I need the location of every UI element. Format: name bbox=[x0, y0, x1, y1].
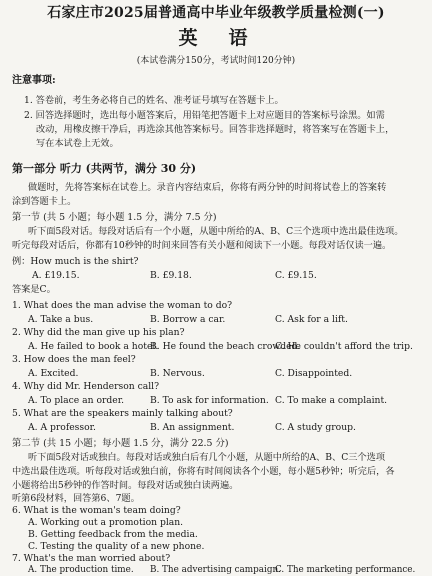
example-question: 例：How much is the shirt? bbox=[12, 256, 139, 267]
q3-option-a: A. Excited. bbox=[28, 368, 79, 379]
subject-title: 英 语 bbox=[178, 27, 254, 49]
question-7: 7. What's the man worried about? bbox=[12, 553, 171, 564]
notice-heading: 注意事项: bbox=[12, 75, 56, 86]
q7-option-a: A. The production time. bbox=[28, 565, 134, 575]
q5-option-b: B. An assignment. bbox=[150, 422, 235, 433]
q2-option-c: C. He couldn't afford the trip. bbox=[275, 341, 413, 352]
q6-option-a: A. Working out a promotion plan. bbox=[28, 517, 184, 528]
part1-intro-line-1: 做题时，先将答案标在试卷上。录音内容结束后，你将有两分钟的时间将试卷上的答案转 bbox=[28, 182, 387, 193]
question-6: 6. What is the woman's team doing? bbox=[12, 505, 181, 516]
q3-option-b: B. Nervous. bbox=[150, 368, 205, 379]
example-answer: 答案是C。 bbox=[12, 284, 56, 295]
q2-option-b: B. He found the beach crowded. bbox=[150, 341, 301, 352]
q6-option-c: C. Testing the quality of a new phone. bbox=[28, 541, 205, 552]
q7-option-c: C. The marketing performance. bbox=[275, 565, 416, 575]
example-option-b: B. £9.18. bbox=[150, 270, 192, 281]
section2-instr-line-1: 听下面5段对话或独白。每段对话或独白后有几个小题，从题中所给的A、B、C三个选项 bbox=[28, 452, 386, 463]
section1-instr-line-1: 听下面5段对话。每段对话后有一个小题，从题中所给的A、B、C三个选项中选出最佳选项。 bbox=[28, 226, 404, 237]
section2-material: 听第6段材料，回答第6、7题。 bbox=[12, 493, 140, 504]
q5-option-c: C. A study group. bbox=[275, 422, 356, 433]
example-option-a: A. £19.15. bbox=[32, 270, 80, 281]
question-1: 1. What does the man advise the woman to do? bbox=[12, 300, 233, 311]
section2-title: 第二节 (共 15 小题；每小题 1.5 分，满分 22.5 分) bbox=[12, 438, 229, 449]
q5-option-a: A. A professor. bbox=[28, 422, 96, 433]
section1-instr-line-2: 听完每段对话后，你都有10秒钟的时间来回答有关小题和阅读下一小题。每段对话仅读一遍。 bbox=[12, 240, 392, 251]
exam-note: (本试卷满分150分，考试时间120分钟) bbox=[136, 56, 296, 66]
notice-item-2-line-3: 写在本试卷上无效。 bbox=[36, 138, 119, 149]
section1-title: 第一节 (共 5 小题；每小题 1.5 分，满分 7.5 分) bbox=[12, 212, 217, 223]
q1-option-c: C. Ask for a lift. bbox=[275, 314, 348, 325]
part1-intro-line-2: 涂到答题卡上。 bbox=[12, 196, 77, 207]
q3-option-c: C. Disappointed. bbox=[275, 368, 353, 379]
section2-instr-line-3: 小题将给出5秒钟的作答时间。每段对话或独白读两遍。 bbox=[12, 480, 239, 491]
q7-option-b: B. The advertising campaign. bbox=[150, 565, 281, 575]
question-3: 3. How does the man feel? bbox=[12, 354, 136, 365]
q4-option-c: C. To make a complaint. bbox=[275, 395, 388, 406]
q4-option-b: B. To ask for information. bbox=[150, 395, 269, 406]
part1-title: 第一部分 听力 (共两节，满分 30 分) bbox=[12, 162, 197, 175]
q4-option-a: A. To place an order. bbox=[28, 395, 124, 406]
example-option-c: C. £9.15. bbox=[275, 270, 317, 281]
q2-option-a: A. He failed to book a hotel. bbox=[28, 341, 159, 352]
q1-option-b: B. Borrow a car. bbox=[150, 314, 226, 325]
question-5: 5. What are the speakers mainly talking about? bbox=[12, 408, 233, 419]
exam-title: 石家庄市2025届普通高中毕业年级教学质量检测(一) bbox=[47, 5, 385, 21]
q1-option-a: A. Take a bus. bbox=[28, 314, 94, 325]
q6-option-b: B. Getting feedback from the media. bbox=[28, 529, 198, 540]
notice-item-2-line-2: 改动，用橡皮擦干净后，再选涂其他答案标号。回答非选择题时，将答案写在答题卡上， bbox=[36, 124, 395, 135]
section2-instr-line-2: 中选出最佳选项。听每段对话或独白前，你将有时间阅读各个小题，每小题5秒钟；听完后，各 bbox=[12, 466, 395, 477]
question-2: 2. Why did the man give up his plan? bbox=[12, 327, 185, 338]
notice-item-2-line-1: 2. 回答选择题时，选出每小题答案后，用铅笔把答题卡上对应题目的答案标号涂黑。如需 bbox=[24, 110, 385, 121]
notice-item-1: 1. 答卷前，考生务必将自己的姓名、准考证号填写在答题卡上。 bbox=[24, 95, 284, 106]
question-4: 4. Why did Mr. Henderson call? bbox=[12, 381, 159, 392]
